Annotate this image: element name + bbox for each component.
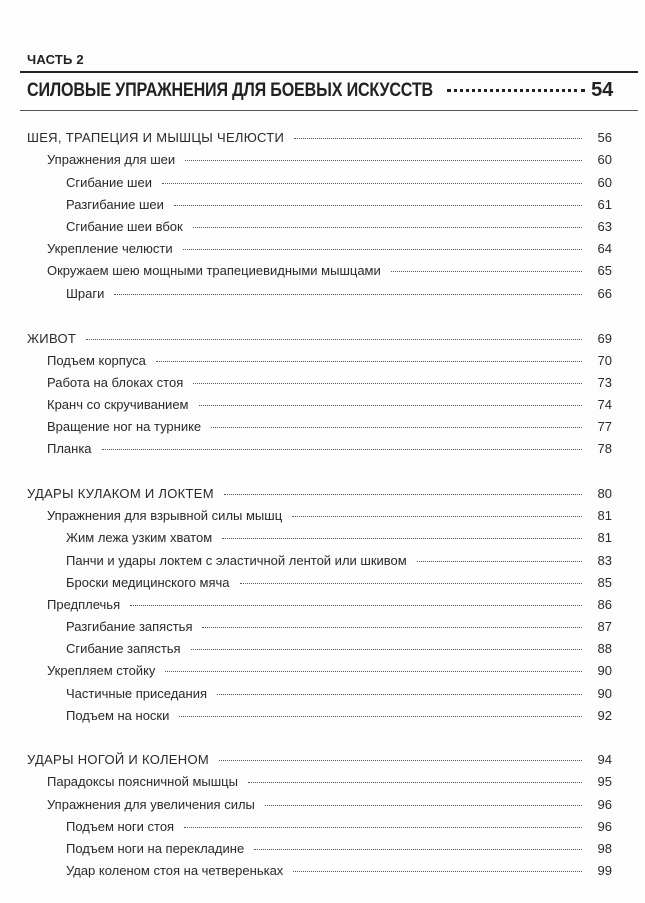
toc-page: 61 <box>597 197 612 212</box>
toc-label: Упражнения для шеи <box>47 152 176 167</box>
dot-leader <box>193 383 582 384</box>
toc-label: Шраги <box>66 286 105 301</box>
part-title: СИЛОВЫЕ УПРАЖНЕНИЯ ДЛЯ БОЕВЫХ ИСКУССТВ <box>27 80 433 101</box>
toc-page: 81 <box>597 508 612 523</box>
toc-entry[interactable] <box>66 574 612 592</box>
toc-section-abs[interactable] <box>27 330 612 348</box>
toc-label: Кранч со скручиванием <box>47 397 189 412</box>
toc-label: Панчи и удары локтем с эластичной лентой или шкивом <box>66 553 407 568</box>
toc-section-kicks[interactable] <box>27 751 612 769</box>
toc-page: 94 <box>597 752 612 767</box>
dot-leader <box>217 694 582 695</box>
dot-leader <box>162 183 582 184</box>
part-title-leader <box>447 89 585 92</box>
toc-page: 90 <box>597 663 612 678</box>
toc-label: Упражнения для взрывной силы мышц <box>47 508 283 523</box>
toc-page: 88 <box>597 641 612 656</box>
toc-entry[interactable] <box>66 640 612 658</box>
dot-leader <box>86 339 582 340</box>
toc-label: Укрепление челюсти <box>47 241 173 256</box>
toc-label: Подъем корпуса <box>47 353 146 368</box>
header-divider <box>20 110 638 111</box>
toc-label: Броски медицинского мяча <box>66 575 230 590</box>
toc-entry[interactable] <box>66 529 612 547</box>
toc-entry[interactable] <box>47 240 612 258</box>
toc-page: 70 <box>597 353 612 368</box>
toc-page: 95 <box>597 774 612 789</box>
dot-leader <box>183 249 582 250</box>
dot-leader <box>185 160 582 161</box>
toc-page: 99 <box>597 863 612 878</box>
dot-leader <box>156 361 582 362</box>
dot-leader <box>294 138 582 139</box>
toc-page: 85 <box>597 575 612 590</box>
toc-label: ШЕЯ, ТРАПЕЦИЯ И МЫШЦЫ ЧЕЛЮСТИ <box>27 130 285 145</box>
dot-leader <box>130 605 582 606</box>
toc-label: Разгибание запястья <box>66 619 193 634</box>
toc-entry[interactable] <box>66 685 612 703</box>
toc-label: Предплечья <box>47 597 121 612</box>
dot-leader <box>292 516 582 517</box>
toc-page: 77 <box>597 419 612 434</box>
dot-leader <box>202 627 582 628</box>
toc-label: УДАРЫ НОГОЙ И КОЛЕНОМ <box>27 752 209 767</box>
toc-entry[interactable] <box>47 773 612 791</box>
toc-entry[interactable] <box>66 862 612 880</box>
part-divider <box>20 71 638 73</box>
toc-label: Подъем ноги стоя <box>66 819 175 834</box>
toc-label: ЖИВОТ <box>27 331 77 346</box>
dot-leader <box>219 760 582 761</box>
toc-page: 69 <box>597 331 612 346</box>
dot-leader <box>102 449 582 450</box>
toc-label: Вращение ног на турнике <box>47 419 202 434</box>
toc-page: 96 <box>597 797 612 812</box>
dot-leader <box>224 494 582 495</box>
toc-entry[interactable] <box>66 552 612 570</box>
toc-entry[interactable] <box>47 418 612 436</box>
toc-section-punches[interactable] <box>27 485 612 503</box>
part-label: ЧАСТЬ 2 <box>27 52 84 67</box>
toc-label: Укрепляем стойку <box>47 663 156 678</box>
dot-leader <box>114 294 582 295</box>
toc-entry[interactable] <box>66 618 612 636</box>
dot-leader <box>222 538 582 539</box>
toc-entry[interactable] <box>66 840 612 858</box>
toc-label: Сгибание запястья <box>66 641 181 656</box>
toc-page: 81 <box>597 530 612 545</box>
toc-section-neck[interactable] <box>27 129 612 147</box>
toc-entry[interactable] <box>47 507 612 525</box>
toc-page: 98 <box>597 841 612 856</box>
dot-leader <box>248 782 582 783</box>
toc-label: Окружаем шею мощными трапециевидными мышцами <box>47 263 381 278</box>
toc-page: 86 <box>597 597 612 612</box>
toc-label: Удар коленом стоя на четвереньках <box>66 863 284 878</box>
toc-label: Сгибание шеи <box>66 175 152 190</box>
toc-page: 64 <box>597 241 612 256</box>
toc-entry[interactable] <box>47 662 612 680</box>
toc-entry[interactable] <box>47 352 612 370</box>
dot-leader <box>254 849 582 850</box>
toc-label: Парадоксы поясничной мышцы <box>47 774 238 789</box>
toc-page: 80 <box>597 486 612 501</box>
dot-leader <box>193 227 582 228</box>
toc-entry[interactable] <box>47 151 612 169</box>
toc-label: УДАРЫ КУЛАКОМ И ЛОКТЕМ <box>27 486 214 501</box>
toc-label: Разгибание шеи <box>66 197 164 212</box>
toc-label: Работа на блоках стоя <box>47 375 184 390</box>
toc-label: Подъем на носки <box>66 708 170 723</box>
toc-entry[interactable] <box>47 396 612 414</box>
toc-label: Жим лежа узким хватом <box>66 530 213 545</box>
toc-entry[interactable] <box>66 285 612 303</box>
toc-page: 96 <box>597 819 612 834</box>
dot-leader <box>199 405 583 406</box>
toc-page: 56 <box>597 130 612 145</box>
toc-entry[interactable] <box>47 374 612 392</box>
toc-page: 66 <box>597 286 612 301</box>
toc-page: 60 <box>597 152 612 167</box>
toc-page: 65 <box>597 263 612 278</box>
dot-leader <box>293 871 582 872</box>
dot-leader <box>179 716 582 717</box>
toc-label: Сгибание шеи вбок <box>66 219 183 234</box>
dot-leader <box>265 805 582 806</box>
dot-leader <box>165 671 582 672</box>
toc-entry[interactable] <box>66 174 612 192</box>
part-title-row <box>27 79 613 102</box>
toc-page: 73 <box>597 375 612 390</box>
toc-entry[interactable] <box>66 707 612 725</box>
toc-entry[interactable] <box>66 196 612 214</box>
toc-entry[interactable] <box>47 262 612 280</box>
toc-label: Частичные приседания <box>66 686 208 701</box>
dot-leader <box>391 271 582 272</box>
toc-label: Упражнения для увеличения силы <box>47 797 255 812</box>
toc-page: 83 <box>597 553 612 568</box>
toc-entry[interactable] <box>47 796 612 814</box>
toc-entry[interactable] <box>47 440 612 458</box>
toc-page: 78 <box>597 441 612 456</box>
toc-page: 87 <box>597 619 612 634</box>
toc-page: 90 <box>597 686 612 701</box>
toc-page: 60 <box>597 175 612 190</box>
toc-label: Планка <box>47 441 92 456</box>
toc-entry[interactable] <box>66 218 612 236</box>
toc-page: 63 <box>597 219 612 234</box>
toc-entry[interactable] <box>47 596 612 614</box>
toc-label: Подъем ноги на перекладине <box>66 841 245 856</box>
dot-leader <box>211 427 582 428</box>
toc-page: 92 <box>597 708 612 723</box>
part-page-number: 54 <box>591 79 613 101</box>
toc-page: 74 <box>597 397 612 412</box>
toc-entry[interactable] <box>66 818 612 836</box>
dot-leader <box>417 561 582 562</box>
dot-leader <box>174 205 582 206</box>
dot-leader <box>240 583 582 584</box>
dot-leader <box>184 827 582 828</box>
dot-leader <box>191 649 582 650</box>
